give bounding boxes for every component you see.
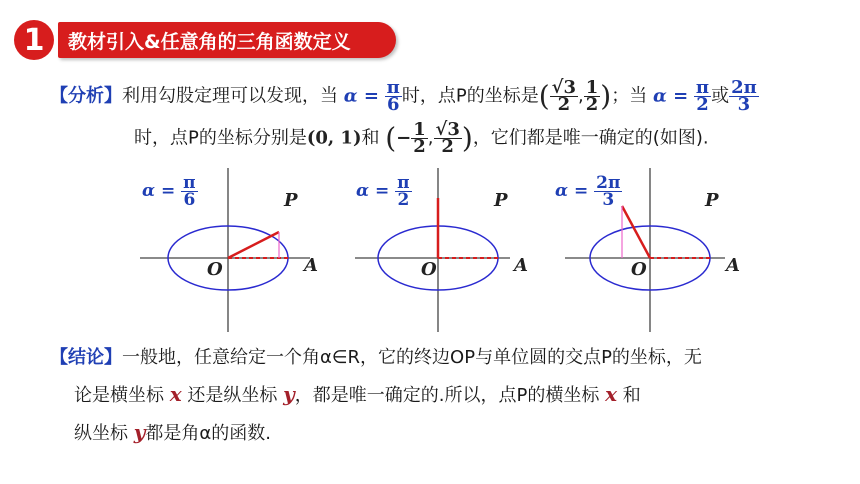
conclusion-text-1: 一般地，任意给定一个角α∈R，它的终边OP与单位圆的交点P的坐标，无	[122, 347, 702, 368]
fig3-label-o: O	[631, 259, 647, 280]
fig3-alpha: α = $\frac{2\pi}{3}$	[555, 173, 621, 210]
frac-sqrt3-2-b: $\frac{√3}{2}$	[435, 119, 460, 157]
analysis-text-4: 时，点P的坐标分别是	[134, 127, 307, 149]
conclusion-text-3b: 都是角α的函数.	[145, 423, 271, 444]
fig2-label-a: A	[514, 255, 528, 276]
analysis-line-1: 【分析】利用勾股定理可以发现，当 α = $\frac{\pi}{6}$ 时，点P的坐标是( $\frac{√3}{2}$ , $\frac{1}{2}$ )；当 α = $\frac{\pi}{2}$ 或 $\frac{2\pi}{3}$	[50, 77, 757, 115]
fig1-label-a: A	[304, 255, 318, 276]
analysis-tag: 【分析】	[50, 85, 122, 107]
section-title: 教材引入&任意角的三角函数定义	[58, 22, 396, 58]
conclusion-text-2a: 论是横坐标	[74, 385, 164, 406]
analysis-line-2: 时，点P的坐标分别是(0, 1)和 (− $\frac{1}{2}$ , $\frac{√3}{2}$ )，它们都是唯一确定的(如图).	[134, 119, 709, 157]
fig2-label-o: O	[421, 259, 437, 280]
var-y-2: y	[133, 420, 146, 444]
fig2-label-p: P	[494, 190, 508, 211]
frac-neg-1-2: $\frac{1}{2}$	[413, 119, 426, 157]
analysis-text-3: ；当	[611, 85, 648, 107]
var-y: y	[283, 382, 295, 406]
conclusion-line-2	[74, 382, 641, 408]
coord-0-1: (0, 1)	[306, 127, 362, 149]
fig1-alpha: α = $\frac{\pi}{6}$	[142, 173, 196, 210]
conclusion-text-2c: ，都是唯一确定的.所以，点P的横坐标	[294, 385, 600, 406]
fig1-label-p: P	[284, 190, 298, 211]
frac-pi-2: $\frac{\pi}{2}$	[695, 77, 710, 115]
analysis-text-5: ，它们都是唯一确定的(如图).	[472, 127, 709, 149]
frac-sqrt3-2: $\frac{√3}{2}$	[551, 77, 577, 115]
fig3-label-p: P	[705, 190, 719, 211]
alpha-eq-2: α =	[652, 85, 689, 107]
alpha-eq-1: α =	[343, 85, 379, 107]
var-x-2: x	[605, 382, 618, 406]
conclusion-line-1	[50, 346, 702, 370]
frac-2pi-3: $\frac{2\pi}{3}$	[731, 77, 757, 115]
fig2-alpha: α = $\frac{\pi}{2}$	[356, 173, 410, 210]
frac-1-2: $\frac{1}{2}$	[585, 77, 599, 115]
unit-circle-figures	[0, 160, 860, 340]
conclusion-line-3	[74, 420, 271, 446]
analysis-or: 或	[711, 85, 730, 107]
analysis-and: 和	[361, 127, 380, 149]
var-x: x	[169, 382, 182, 406]
fig1-label-o: O	[207, 259, 223, 280]
conclusion-text-2b: 还是纵坐标	[187, 385, 278, 406]
section-number-badge: 1	[14, 20, 54, 60]
conclusion-tag: 【结论】	[50, 347, 122, 368]
conclusion-text-3a: 纵坐标	[74, 423, 128, 444]
analysis-text-2: 时，点P的坐标是	[401, 85, 539, 107]
conclusion-text-2d: 和	[622, 385, 641, 406]
frac-pi-6: $\frac{\pi}{6}$	[386, 77, 400, 115]
analysis-text-1: 利用勾股定理可以发现，当	[122, 85, 338, 107]
fig3-label-a: A	[726, 255, 740, 276]
